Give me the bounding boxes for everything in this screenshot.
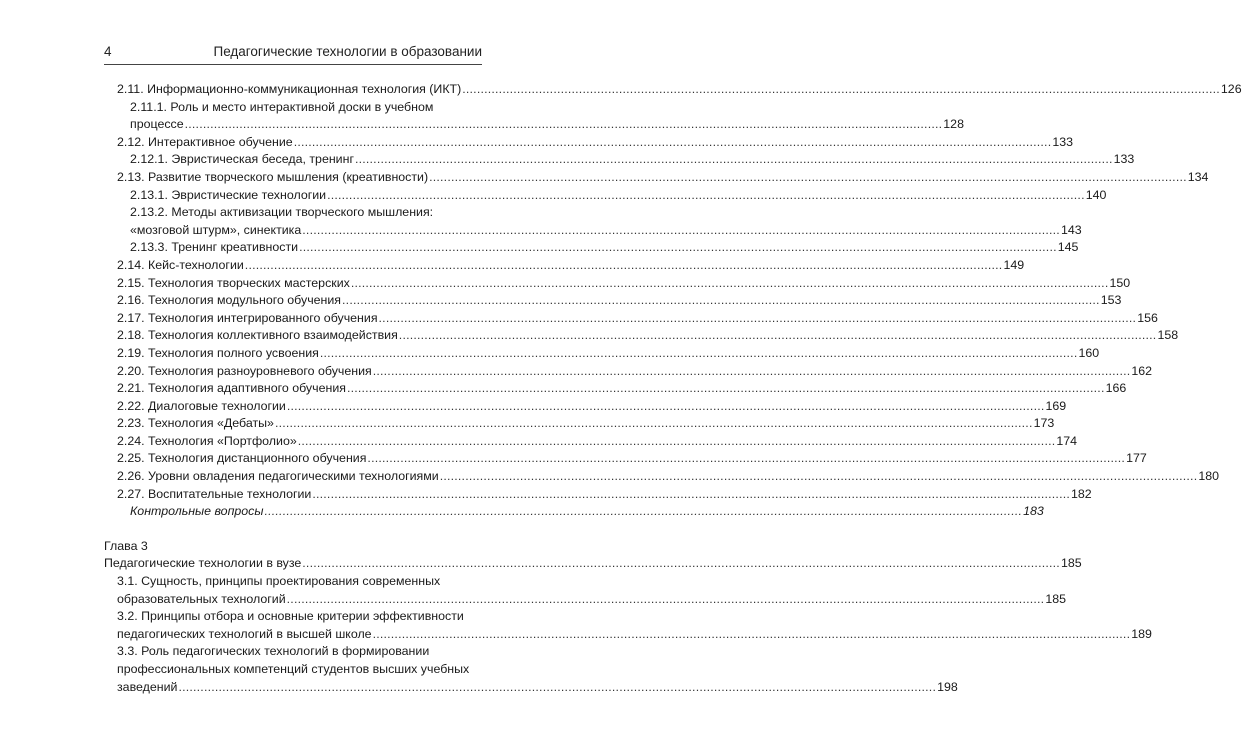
toc-entry-page: 150 (1109, 275, 1131, 290)
toc-entry-page: 156 (1137, 310, 1158, 325)
toc-entry[interactable] (0, 608, 1152, 643)
toc-entry[interactable] (0, 292, 1122, 310)
toc-entry[interactable] (0, 643, 958, 696)
toc-entry[interactable] (0, 327, 1179, 345)
toc-entry[interactable] (0, 468, 1220, 486)
toc-entry[interactable] (0, 187, 1107, 205)
toc-entry[interactable] (0, 486, 1092, 504)
toc-entry-title: 2.17. Технология интегрированного обучения (117, 310, 378, 325)
toc-entry-page: 140 (1085, 187, 1107, 202)
toc-entry-page: 173 (1033, 416, 1055, 431)
toc-entry-title: 2.20. Технология разноуровневого обучения (117, 363, 372, 378)
toc-entry-title: 2.12. Интерактивное обучение (117, 134, 293, 149)
toc-entry[interactable] (0, 239, 1079, 257)
toc-entry-title: 2.23. Технология «Дебаты» (117, 416, 274, 431)
toc-entry-page: 134 (1187, 169, 1209, 184)
toc-entry[interactable] (0, 257, 1025, 275)
running-title: Педагогические технологии в образовании (213, 44, 482, 59)
toc-entry-title-cont: процессе (130, 117, 184, 132)
toc-entry[interactable] (0, 345, 1100, 363)
toc-entry-page: 126 (1220, 82, 1242, 96)
toc-entry[interactable] (0, 134, 1074, 152)
toc-entry-title: 3.1. Сущность, принципы проектирования современных (117, 574, 441, 589)
toc-entry-page: 162 (1131, 363, 1153, 378)
toc-entry-title-cont: «мозговой штурм», синектика (130, 222, 302, 237)
toc-entry-title-cont: профессиональных компетенций студентов высших учебных (117, 662, 470, 676)
toc-entry-page: 182 (1071, 486, 1092, 501)
toc-entry-title: 2.11. Информационно-коммуникационная технология (ИКТ) (117, 82, 462, 96)
toc-entry-title: 2.13.2. Методы активизации творческого мышления: (130, 205, 434, 220)
toc-entry-title: 2.21. Технология адаптивного обучения (117, 381, 346, 396)
toc-entry-title: 2.24. Технология «Портфолио» (117, 433, 297, 448)
toc-entry-title: 2.22. Диалоговые технологии (117, 398, 286, 413)
toc-entry-page: 153 (1100, 293, 1122, 308)
toc-entry-title: 2.19. Технология полного усвоения (117, 345, 319, 360)
toc-entry-page: 133 (1052, 134, 1074, 149)
toc-entry-title: 3.2. Принципы отбора и основные критерии эффективности (117, 609, 464, 624)
toc-entry[interactable] (0, 99, 964, 134)
toc-entry-title: 2.25. Технология дистанционного обучения (117, 451, 367, 466)
toc-entry-page: 198 (937, 679, 958, 694)
toc-entry-title: 2.26. Уровни овладения педагогическими технологиями (117, 469, 439, 484)
toc-entry-page: 169 (1045, 398, 1067, 413)
toc-entry-title: Педагогические технологии в вузе (104, 556, 302, 571)
toc-entry-page: 185 (1060, 556, 1082, 571)
toc-entry-page: 189 (1131, 626, 1152, 641)
toc-entry-title: 3.3. Роль педагогических технологий в формировании (117, 644, 430, 659)
toc-entry-page: 133 (1113, 152, 1135, 167)
toc-entry[interactable] (0, 275, 1131, 293)
toc-entry-page: 160 (1078, 345, 1100, 360)
toc-entry-questions[interactable] (0, 503, 1044, 521)
toc-entry-title: 2.16. Технология модульного обучения (117, 293, 342, 308)
toc-entry[interactable] (0, 151, 1135, 169)
toc-entry-title: 2.12.1. Эвристическая беседа, тренинг (130, 152, 354, 167)
page-number: 4 (104, 44, 112, 59)
toc-entry[interactable] (0, 398, 1067, 416)
toc-entry-title: Контрольные вопросы (130, 504, 264, 519)
table-of-contents (0, 81, 1242, 696)
toc-entry-page: 149 (1003, 257, 1025, 272)
toc-entry-page: 166 (1105, 381, 1127, 396)
toc-entry-page: 143 (1060, 222, 1082, 237)
toc-entry[interactable] (0, 204, 1082, 239)
toc-entry[interactable] (0, 81, 1242, 99)
toc-chapter-title[interactable] (0, 555, 1082, 573)
toc-entry[interactable] (0, 169, 1209, 187)
toc-entry-title: 2.13.1. Эвристические технологии (130, 187, 327, 202)
toc-entry-title: 2.11.1. Роль и место интерактивной доски в учебном (130, 99, 434, 114)
toc-entry[interactable] (0, 310, 1158, 328)
toc-entry-page: 174 (1056, 433, 1078, 448)
toc-entry-title: 2.13.3. Тренинг креативности (130, 240, 299, 255)
running-header (104, 44, 482, 59)
toc-entry-page: 145 (1057, 240, 1079, 255)
toc-entry-page: 180 (1198, 469, 1220, 484)
toc-entry-title: 2.13. Развитие творческого мышления (креативности) (117, 169, 429, 184)
toc-entry-title-cont: образовательных технологий (117, 591, 286, 606)
toc-entry-title: 2.18. Технология коллективного взаимодействия (117, 328, 398, 343)
toc-entry-page: 183 (1023, 504, 1044, 519)
toc-entry[interactable] (0, 363, 1153, 381)
header-rule (104, 64, 482, 65)
toc-entry-page: 158 (1157, 328, 1179, 343)
toc-entry-page: 177 (1126, 451, 1147, 466)
chapter-heading: Глава 3 (104, 538, 148, 553)
toc-entry-title-cont: заведений (117, 679, 178, 694)
toc-entry-page: 185 (1045, 591, 1066, 606)
toc-entry-title: 2.27. Воспитательные технологии (117, 486, 312, 501)
toc-entry-title: 2.15. Технология творческих мастерских (117, 275, 350, 290)
toc-entry[interactable] (0, 433, 1078, 451)
toc-entry[interactable] (0, 380, 1127, 398)
toc-entry-page: 128 (943, 117, 964, 132)
toc-entry[interactable] (0, 415, 1055, 433)
toc-entry[interactable] (0, 573, 1066, 608)
toc-entry[interactable] (0, 450, 1147, 468)
toc-entry-title: 2.14. Кейс-технологии (117, 257, 244, 272)
toc-entry-title-cont: педагогических технологий в высшей школе (117, 626, 372, 641)
